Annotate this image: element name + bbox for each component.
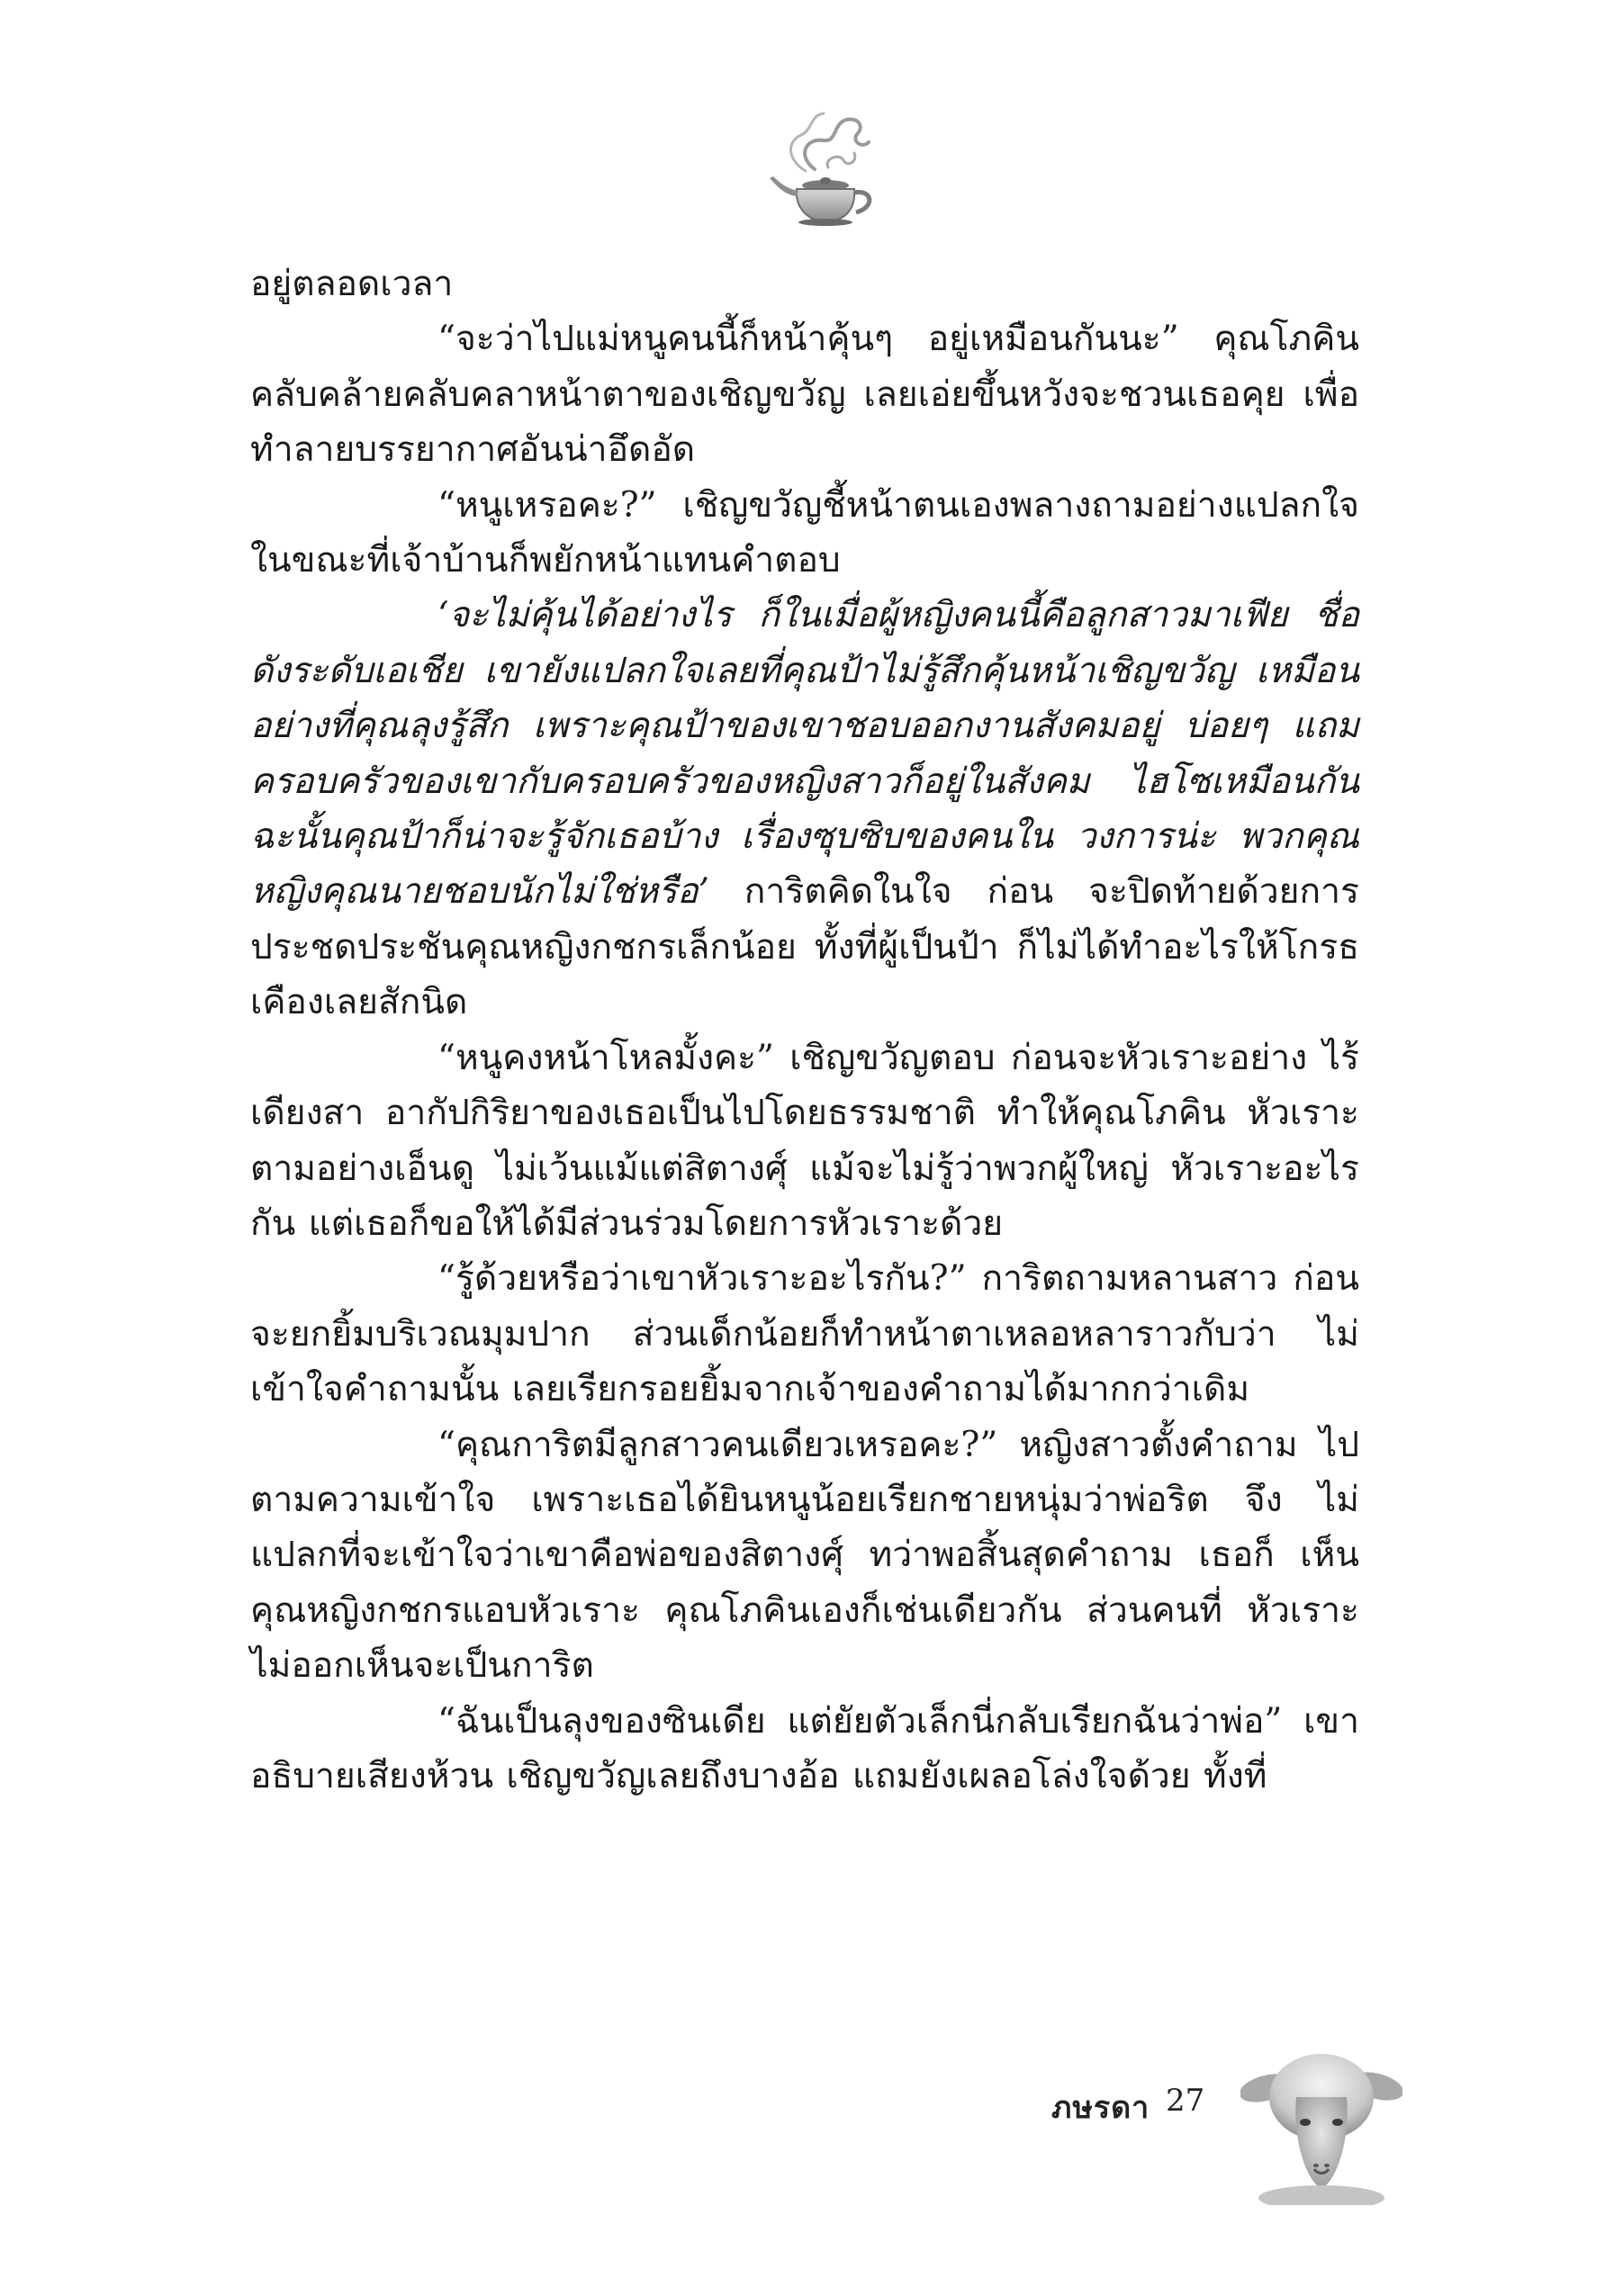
sheep-head-icon <box>1240 2034 1402 2205</box>
paragraph-1 <box>250 257 1359 311</box>
narration-text: “รู้ด้วยหรือว่าเขาหัวเราะอะไรกัน?” การิตถามหลานสาว ก่อน จะยกยิ้มบริเวณมุมปาก ส่วนเด็กน้อยก็ทำหน้าตาเหลอหลาราวกับว่า ไม่เข้าใจคำถามนั้น เลยเรียกรอยยิ้มจากเจ้าของคำถามได้มากกว่าเดิม <box>250 1258 1359 1410</box>
teapot-ornament-icon <box>761 106 887 232</box>
narration-text: “ฉันเป็นลุงของซินเดีย แต่ยัยตัวเล็กนี่กลับเรียกฉันว่าพ่อ” เขา อธิบายเสียงห้วน เชิญขวัญเลยถึงบางอ้อ แถมยังเผลอโล่งใจด้วย ทั้งที่ <box>250 1700 1359 1796</box>
narration-text: “หนูเหรอคะ?” เชิญขวัญชี้หน้าตนเองพลางถามอย่างแปลกใจ ในขณะที่เจ้าบ้านก็พยักหน้าแทนคำตอบ <box>250 484 1359 581</box>
running-footer-title: ภษรดา <box>1051 2090 1150 2126</box>
narration-text: การิตคิดในใจ ก่อน จะปิดท้ายด้วยการประชดประชันคุณหญิงกชกรเล็กน้อย ทั้งที่ผู้เป็นป้า ก็ไม่ได้ทำอะไรให้โกรธเคืองเลยสักนิด <box>250 871 1359 1023</box>
body-text <box>250 257 1359 1804</box>
paragraph-2 <box>250 311 1359 477</box>
narration-text: อยู่ตลอดเวลา <box>250 264 454 304</box>
paragraph-5 <box>250 1031 1359 1252</box>
paragraph-3 <box>250 478 1359 589</box>
page-number: 27 <box>1166 2083 1205 2119</box>
paragraph-7 <box>250 1418 1359 1694</box>
page-footer <box>0 2034 1605 2214</box>
narration-text: “จะว่าไปแม่หนูคนนี้ก็หน้าคุ้นๆ อยู่เหมือนกันนะ” คุณโภคิน คลับคล้ายคลับคลาหน้าตาของเชิญขวัญ เลยเอ่ยขึ้นหวังจะชวนเธอคุย เพื่อทำลายบรรยากาศอันน่าอึดอัด <box>250 319 1359 471</box>
paragraph-8 <box>250 1694 1359 1805</box>
paragraph-4 <box>250 588 1359 1030</box>
narration-text: “หนูคงหน้าโหลมั้งคะ” เชิญขวัญตอบ ก่อนจะหัวเราะอย่าง ไร้เดียงสา อากัปกิริยาของเธอเป็นไปโดยธรรมชาติ ทำให้คุณโภคิน หัวเราะตามอย่างเอ็นดู ไม่เว้นแม้แต่สิตางศุ์ แม้จะไม่รู้ว่าพวกผู้ใหญ่ หัวเราะอะไรกัน แต่เธอก็ขอให้ได้มีส่วนร่วมโดยการหัวเราะด้วย <box>250 1037 1359 1244</box>
paragraph-6 <box>250 1251 1359 1417</box>
inner-thought-text: ‘จะไม่คุ้นได้อย่างไร ก็ในเมื่อผู้หญิงคนนี้คือลูกสาวมาเฟีย ชื่อดังระดับเอเชีย เขายังแปลกใจเลยที่คุณป้าไม่รู้สึกคุ้นหน้าเชิญขวัญ เหมือนอย่างที่คุณลุงรู้สึก เพราะคุณป้าของเขาชอบออกงานสังคมอยู่ บ่อยๆ แถมครอบครัวของเขากับครอบครัวของหญิงสาวก็อยู่ในสังคม ไฮโซเหมือนกัน ฉะนั้นคุณป้าก็น่าจะรู้จักเธอบ้าง เรื่องซุบซิบของคนใน วงการน่ะ พวกคุณหญิงคุณนายชอบนักไม่ใช่หรือ’ <box>250 595 1359 913</box>
narration-text: “คุณการิตมีลูกสาวคนเดียวเหรอคะ?” หญิงสาวตั้งคำถาม ไปตามความเข้าใจ เพราะเธอได้ยินหนูน้อยเรียกชายหนุ่มว่าพ่อริต จึง ไม่แปลกที่จะเข้าใจว่าเขาคือพ่อของสิตางศุ์ ทว่าพอสิ้นสุดคำถาม เธอก็ เห็นคุณหญิงกชกรแอบหัวเราะ คุณโภคินเองก็เช่นเดียวกัน ส่วนคนที่ หัวเราะไม่ออกเห็นจะเป็นการิต <box>250 1424 1359 1687</box>
